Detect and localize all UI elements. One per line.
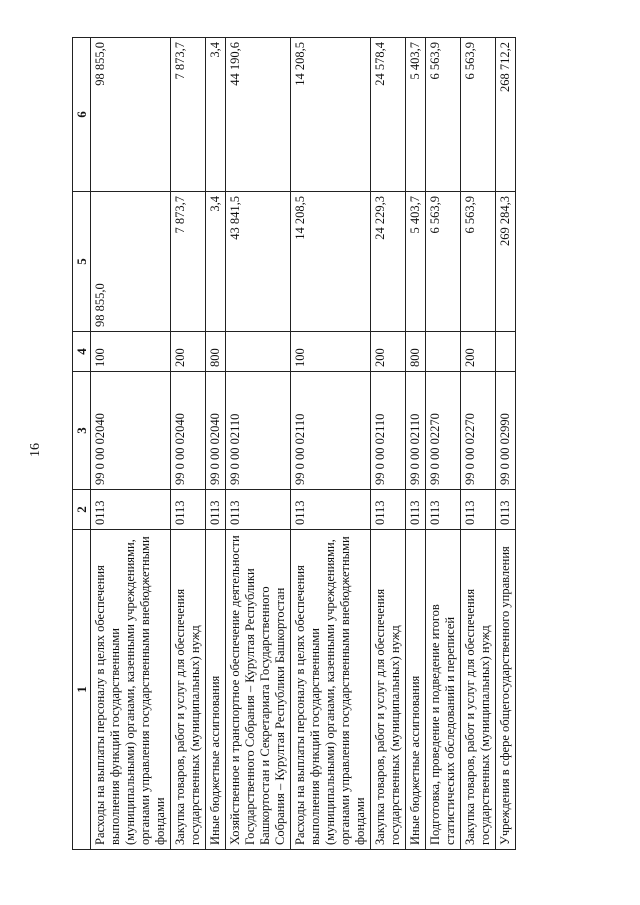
row-name: Расходы на выплаты персоналу в целях обеспечения выполнения функций государственными (муниципальными) органами, казенными учреждениями, органами управления государственными внебюджетными фондами <box>91 530 171 850</box>
row-name: Иные бюджетные ассигнования <box>206 530 226 850</box>
row-type: 800 <box>406 332 426 372</box>
row-name: Иные бюджетные ассигнования <box>406 530 426 850</box>
row-value-6: 268 712,2 <box>496 38 516 192</box>
row-section: 0113 <box>291 490 371 530</box>
table-row <box>226 38 291 850</box>
table-header-row <box>73 38 91 850</box>
row-value-6: 3,4 <box>206 38 226 192</box>
header-col-6: 6 <box>73 38 91 192</box>
table-row <box>496 38 516 850</box>
row-value-5: 43 841,5 <box>226 192 291 332</box>
row-type: 100 <box>291 332 371 372</box>
row-target: 99 0 00 02040 <box>206 372 226 490</box>
row-section: 0113 <box>171 490 206 530</box>
table-row <box>426 38 461 850</box>
row-value-5: 98 855,0 <box>91 192 171 332</box>
row-name: Закупка товаров, работ и услуг для обеспечения государственных (муниципальных) нужд <box>171 530 206 850</box>
row-target: 99 0 00 02110 <box>371 372 406 490</box>
row-type: 200 <box>461 332 496 372</box>
row-target: 99 0 00 02040 <box>171 372 206 490</box>
row-target: 99 0 00 02270 <box>426 372 461 490</box>
row-value-5: 269 284,3 <box>496 192 516 332</box>
row-section: 0113 <box>461 490 496 530</box>
table-row <box>206 38 226 850</box>
row-section: 0113 <box>226 490 291 530</box>
row-value-6: 6 563,9 <box>461 38 496 192</box>
header-col-4: 4 <box>73 332 91 372</box>
row-value-5: 5 403,7 <box>406 192 426 332</box>
budget-table <box>72 37 516 850</box>
row-value-6: 5 403,7 <box>406 38 426 192</box>
row-type <box>426 332 461 372</box>
row-name: Расходы на выплаты персоналу в целях обеспечения выполнения функций государственными (муниципальными) органами, казенными учреждениями, органами управления государственными внебюджетными фондами <box>291 530 371 850</box>
rotated-page <box>20 32 610 862</box>
row-name: Закупка товаров, работ и услуг для обеспечения государственных (муниципальных) нужд <box>371 530 406 850</box>
row-section: 0113 <box>206 490 226 530</box>
row-name: Учреждения в сфере общегосударственного управления <box>496 530 516 850</box>
row-value-5: 24 229,3 <box>371 192 406 332</box>
row-name: Подготовка, проведение и подведение итогов статистических обследований и переписей <box>426 530 461 850</box>
row-value-6: 7 873,7 <box>171 38 206 192</box>
row-value-5: 3,4 <box>206 192 226 332</box>
row-value-5: 7 873,7 <box>171 192 206 332</box>
row-type: 200 <box>371 332 406 372</box>
row-section: 0113 <box>371 490 406 530</box>
table-row <box>91 38 171 850</box>
row-target: 99 0 00 02110 <box>406 372 426 490</box>
table-row <box>171 38 206 850</box>
row-type: 200 <box>171 332 206 372</box>
table-row <box>461 38 496 850</box>
row-section: 0113 <box>406 490 426 530</box>
table-row <box>406 38 426 850</box>
header-col-2: 2 <box>73 490 91 530</box>
row-target: 99 0 00 02990 <box>496 372 516 490</box>
table-row <box>371 38 406 850</box>
row-section: 0113 <box>496 490 516 530</box>
page-number: 16 <box>28 443 43 457</box>
row-type: 100 <box>91 332 171 372</box>
table-row <box>291 38 371 850</box>
row-type <box>226 332 291 372</box>
row-target: 99 0 00 02110 <box>226 372 291 490</box>
row-target: 99 0 00 02040 <box>91 372 171 490</box>
header-col-3: 3 <box>73 372 91 490</box>
row-section: 0113 <box>426 490 461 530</box>
row-name: Закупка товаров, работ и услуг для обеспечения государственных (муниципальных) нужд <box>461 530 496 850</box>
row-type <box>496 332 516 372</box>
header-col-5: 5 <box>73 192 91 332</box>
row-value-6: 24 578,4 <box>371 38 406 192</box>
row-name: Хозяйственное и транспортное обеспечение деятельности Государственного Собрания – Курултая Республики Башкортостан и Секретариата Государственного Собрания – Курултая Республики Башкортостан <box>226 530 291 850</box>
row-value-5: 6 563,9 <box>426 192 461 332</box>
row-value-6: 6 563,9 <box>426 38 461 192</box>
header-col-1: 1 <box>73 530 91 850</box>
row-target: 99 0 00 02110 <box>291 372 371 490</box>
row-value-6: 14 208,5 <box>291 38 371 192</box>
row-value-5: 6 563,9 <box>461 192 496 332</box>
row-target: 99 0 00 02270 <box>461 372 496 490</box>
row-value-6: 44 190,6 <box>226 38 291 192</box>
row-section: 0113 <box>91 490 171 530</box>
row-value-5: 14 208,5 <box>291 192 371 332</box>
row-value-6: 98 855,0 <box>91 38 171 192</box>
row-type: 800 <box>206 332 226 372</box>
